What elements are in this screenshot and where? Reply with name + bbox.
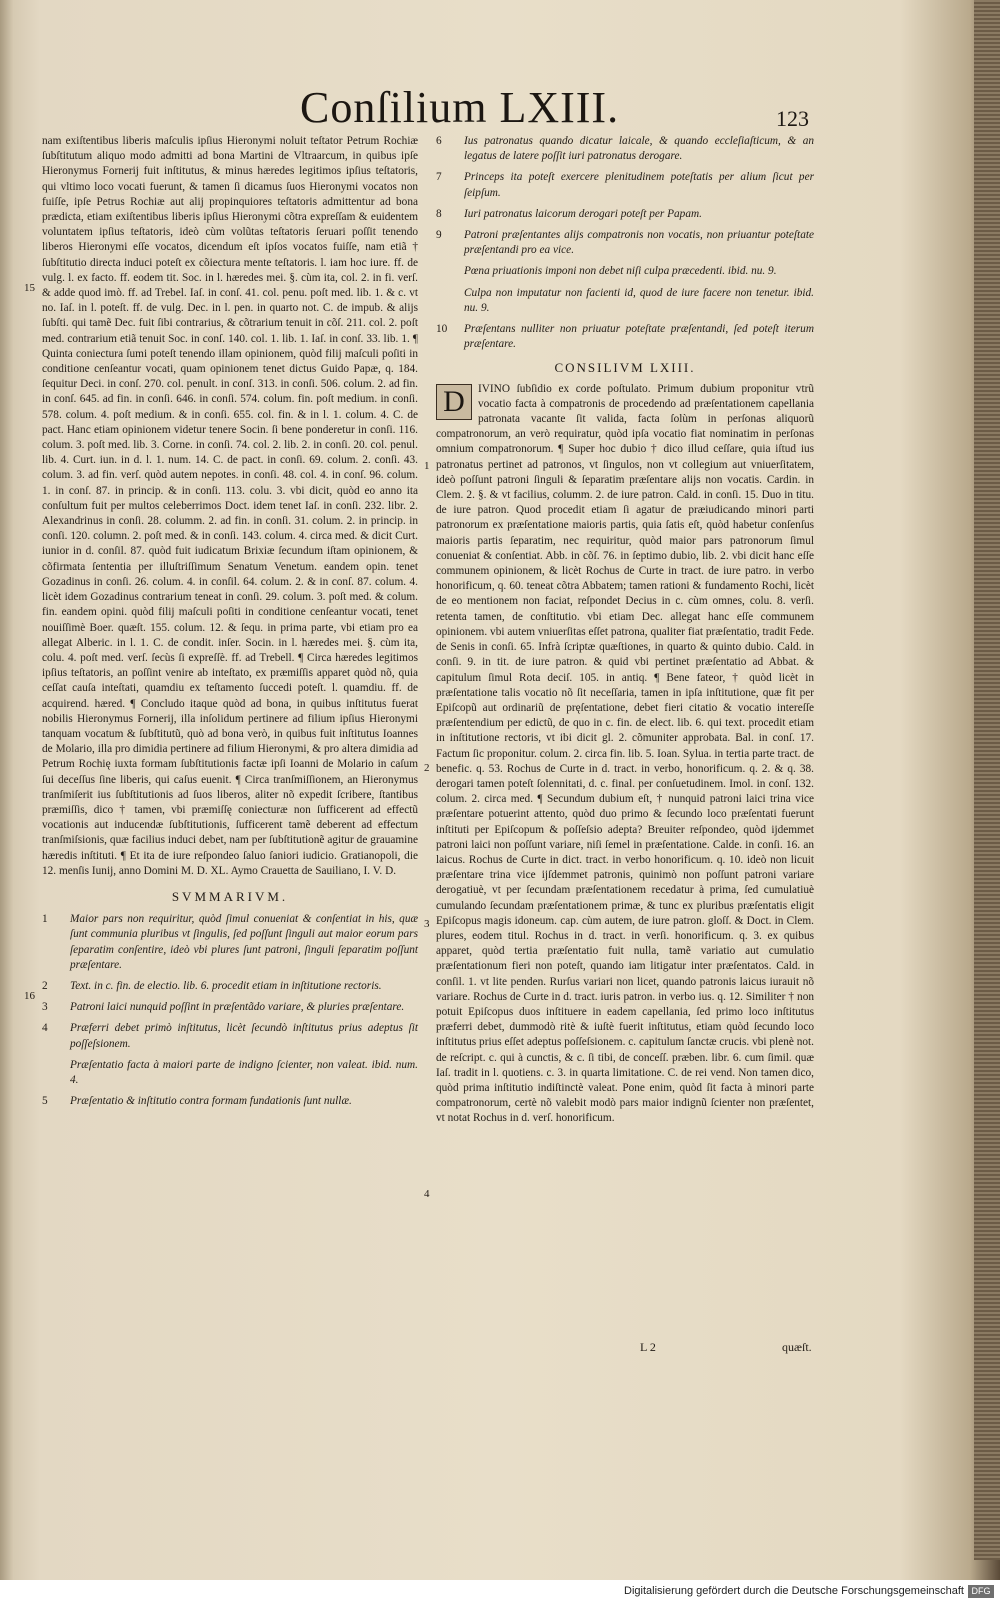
summary-text: Text. in c. fin. de electio. lib. 6. procedit etiam in inſtitutione rectoris. (70, 979, 382, 992)
summary-number: 8 (436, 207, 442, 220)
summary-item (436, 207, 814, 222)
summary-number: 7 (436, 171, 442, 184)
signature-mark: L 2 (640, 1340, 656, 1354)
summary-text: Ius patronatus quando dicatur laicale, & quando eccleſiaſticum, & an legatus de latere poſſit iuri patronatus derogare. (464, 135, 814, 163)
summary-number (436, 286, 464, 316)
consilium-heading: CONSILIVM LXIII. (554, 360, 696, 376)
summary-number: 4 (42, 1022, 48, 1035)
margin-number-3: 3 (424, 918, 430, 930)
summary-number: 2 (42, 979, 48, 992)
summary-item (436, 170, 814, 200)
summary-item (436, 134, 814, 164)
summary-text: Præſentans nulliter non priuatur poteſtate præſentandi, ſed poteſt iterum præſentare. (464, 323, 814, 351)
summary-text: Patroni laici nunquid poſſint in præſentãdo variare, & pluries præſentare. (70, 1001, 405, 1014)
dfg-logo: DFG (968, 1585, 994, 1598)
summary-item (436, 228, 814, 258)
summary-item (436, 286, 814, 316)
summary-number: 10 (436, 323, 448, 336)
summary-number: 9 (436, 229, 442, 242)
summary-text: Princeps ita poteſt exercere plenitudinem poteſtatis per alium ſicut per ſeipſum. (464, 171, 814, 199)
margin-number-1: 1 (424, 460, 430, 472)
running-title: Conſilium LXIII. (300, 83, 620, 132)
summary-text: Culpa non imputatur non facienti id, quod de iure facere non tenetur. ibid. nu. 9. (464, 286, 814, 314)
summary-number (436, 264, 464, 279)
summary-text: Iuri patronatus laicorum derogari poteſt per Papam. (464, 207, 702, 220)
book-edge (974, 0, 1000, 1560)
summary-item (42, 1058, 418, 1088)
summary-text: Præſentatio & inſtitutio contra formam fundationis ſunt nullæ. (70, 1095, 352, 1108)
right-column (436, 134, 814, 1127)
summary-text: Pœna priuationis imponi non debet niſi culpa præcedenti. ibid. nu. 9. (464, 265, 777, 278)
summary-item (42, 1094, 418, 1109)
consilium-body: IVINO ſubſidio ex corde poſtulato. Primum dubium proponitur vtrũ vocatio facta à compatronis de procedendo ad præſentationem capellania patronata vacante ſit valida, facta ſolùm in perſonas aliquorũ compatronorum, an verò requiratur, quòd ipſa vocatio fiat nominatim in perſonas omnium compatronorum. ¶ Super hoc dubio † dico illud ceſſare, quia iſtud ius patronatus pertinet ad patronos, vt ſingulos, non vt collegium aut vniuerſitatem, ideò poſſunt patroni ſinguli & ſeparatim præſentare alijs non vocatis. Cardin. in Clem. 2. §. & vt facilius, columm. 2. de iure patron. Cald. in conſi. 15. Duo in titu. de iure patron. Quod procedit etiam ſi agatur de præiudicando minori parti patronorum ex præſentatione maioris partis, quia ſatis eſt, quòd habetur conſenſus maioris partis ſeparatim, nec requiritur, quòd maior pars patronorum ſimul conueniat & conſentiat. Abb. in cõſ. 76. in ſeptimo dubio, lib. 2. vbi dicit hanc eſſe communem opinionem, & licèt Rochus de Curte in tract. de iure patro. in verbo honorificum, q. 60. teneat cõtra Abbatem; tamen rationi & fundamento Rochi, licèt de eo mentionem non faciat, reſpondet Decius in c. cùm omnes, colu. 8. verſi. retenta tamen, de conſtitutio. vbi etiam Dec. allegat hanc eſſe communem opinionem. vbi autem vniuerſitas eſſet patrona, qualiter fiat præſentatio, tradit Fede. de Senis in conſi. 65. Infrà ſcriptæ quæſtiones, in quarto & quinto dubio. Cald. in conſi. 9. in tit. de iure patron. & quid vbi pertinet præſentatio ad Abbat. & capitulum ſimul Rota deciſ. 105. in antiq. ¶ Bene fateor, † quòd licèt in præſentatione talis vocatio nõ ſit neceſſaria, tamen in ipſa inſtitutione, quæ fit per Epiſcopũ aut ordinariũ de pręſentatione, debet fieri citatio & vocatio intereſſe præſentendium per edictũ, de quo in c. fin. de elect. lib. 6. qui text. procedit etiam in inſtitutione rectoris, vt ibi dicit gl. 2. cõmuniter approbata. Bal. in conſ. 17. Factum ſic proponitur. colum. 2. circa fin. lib. 5. Ioan. Sylua. in tertia parte tract. de benefic. q. 53. Rochus de Curte in d. tract. in verbo, honorificum. q. 2. & q. 38. derogari tamen poteſt ſolennitati, d. c. final. per conſuetudinem. Imol. in conſ. 132. colum. 2. circa med. ¶ Secundum dubium eſt, † nunquid patroni laici trina vice præſentare potuerint attento, quòd duo primo & ſecundo loco præſentati fuerunt inſtituti per Epiſcopum & poſſeſsio adepta? Breuiter reſpondeo, quòd ijdemmet patroni laici non poſſunt variare, niſi ſemel in præſentatione. Calde. in conſi. 16. an laicus. Rochus de Curte in dict. tract. in verbo honorificum. q. 10. ideò non licuit præſentare trina vice ijſdemmet patronis, quinimò non poſſunt patroni variare derogatiuè, vt per ſecundam præſentationem recedatur à prima, ſed cumulatiuè cumulando ſecundam præſentationem primæ, & tunc ex pluribus præſentatis eligit Epiſcopus magis idoneum. cap. cùm autem, de iure patron. gloſſ. & Doct. in Clem. plures, eodem titul. Rochus in d. tract. in verſi. honorificum. q. 3. ex quibus apparet, quòd tertia præſentatio fuit nulla, tamẽ variatio aut cumulatio præſentationum fieri non poteſt, quando iam litigatur inter præſentatos. Cald. in conſil. 1. vt lite penden. Rurſus variari non licet, quando patronis laicus iurauit nõ variare. Rochus de Curte in d. tract. iuris patron. in verbo ius. q. 12. Similiter † non potuit Epiſcopus duos inſtituere in eadem capellania, ſed primo loco inſtitutus præferri debet, dummodò ritè & iuſtè fuerit inſtitutus, etiam quòd ſecundo loco inſtitutus prius eſſet adeptus poſſeſsionem. c. capitulum ſanctæ crucis. vbi plenè not. de reſcript. c. qui à cunctis, & c. ſi tibi, de conceſſ. præben. libr. 6. cum ſimil. quæ Iaſ. tradit in l. quotiens. c. 3. in quarta limitatione. C. de rei vend. Non tamen dico, quòd prima inſtitutio indiſtinctè valeat. Pone enim, quòd ſit facta à minori parte compatronorum, certè nõ valebit modò pars maior indignũ ſcienter non præſentet, vt notat Rochus in d. verſ. honorificum. (436, 382, 814, 1125)
summary-number: 6 (436, 135, 442, 147)
margin-number-2: 2 (424, 762, 430, 774)
left-column (42, 134, 418, 1115)
left-column-text: nam exiſtentibus liberis maſculis ipſius Hieronymi noluit teſtator Petrum Rochiæ ſubſtitutum aliquo modo admitti ad bona Martini de Vltraarcum, in quibus ipſe Hieronymus Fornerij fuit inſtitutus, & minus hæredes legitimos ipſius teſtatoris, qui vltimo loco vocati fuerunt, & tamen ſi dicamus ſuos Hieronymi vocatos non fuiſſe, ipſe Petrus Rochiæ aut alij propinquiores teſtatoris admittentur ad bona prædicta, etiam exiſtentibus liberis ipſius Hieronymi cõtra expreſſam & euidentem voluntatem ipſius teſtatoris, ideò cùm volũtas teſtatoris ſeruari poſſit tenendo liberos Hieronymi eſſe vocatos, dicendum eſt ipſos vocatos fuiſſe, nam etiã † ſubſtitutio directa induci poteſt ex cõiectura mente teſtatoris. l. iam hoc iure. ff. de vulg. l. ex facto. ff. eodem tit. Soc. in l. hæredes mei. §. cùm ita, col. 2. in fi. verſ. & adde quod imò. ff. ad Trebel. Iaſ. in conſ. 41. col. penu. poſt med. lib. 1. & c. vt no. Iaſ. in l. poteſt. ff. de vulg. Dec. in l. pen. in quarto not. C. de impub. & alijs ſubſti. qui tamẽ Dec. fuit ſibi contrarius, & cõtrarium tenuit in cõſ. 211. col. 2. poſt med. contrarium etiã tenuit Soc. in conſ. 140. col. 1. lib. 1. Iaſ. in conſ. 33. lib. 1. ¶ Quinta coniectura ſumi poteſt tenendo illam opinionem, quòd filij maſculi poſiti in conditione cenſeantur vocati, quam opinionem tenet dictus Guido Papæ, q. 184. ſequitur Deci. in conſ. 270. col. penult. in conſ. 313. in conſi. 506. colum. 2. ad fin. in conſ. 645. ad fin. in conſi. 646. in conſi. 574. colum. fin. poſt medium. in conſi. 578. colum. 4. poſt medium. & in conſi. 655. col. fin. & in l. 1. colum. 4. C. de pact. Hanc etiam opinionem videtur tenere Socin. ſi bene ponderetur in conſi. 116. colum. 3. poſt med. lib. 3. Corne. in conſi. 74. col. 2. lib. 2. in conſi. 20. col. penul. lib. 4. Curt. iun. in d. l. 1. num. 14. C. de pact. in conſi. 69. colum. 2. conſi. 43. colum. 3. ad fin. verſ. quòd autem nepotes. in conſi. 48. col. 4. in conſ. 96. colum. 1. in conſ. 87. in princip. & in conſi. 113. colu. 3. vbi dicit, quòd eo anno ita conſultum fuit per multos celeberrimos Doct. idem tenet Iaſ. in conſi. 232. libr. 2. Alexandrinus in conſi. 28. columm. 2. ad fin. in conſi. 31. colum. 2. in princip. in conſi. 120. column. 2. poſt med. & in conſi. 143. colum. 4. circa med. & dicit Curt. iunior in d. conſil. 87. quòd fuit iudicatum Brixiæ ſecundum iſtam opinionem, & cõfirmata ſententia per illuſtriſſimum Senatum Venetum. eandem opin. tenet Gozadinus in conſi. 26. colum. 4. in conſil. 64. colum. 2. & in conſ. 87. colum. 4. licèt idem Gozadinus contrarium teneat in conſi. 29. colum. 3. poſt med. & colum. fin. eandem opini. quòd filij maſculi poſiti in conditione cenſeantur vocati, tenet nouiſſimè Boer. quæſt. 155. colum. 12. & ſequ. in prima parte, vbi etiam pro ea allegat Alberic. in l. 1. C. de condit. inſer. Socin. in l. hæredes mei. §. cùm ita, colu. 4. poſt med. verſ. ſecùs ſi expreſſè. ff. ad Trebell. ¶ Circa hæredes legitimos ipſius teſtatoris, an poſſint venire ab inteſtato, ex præmiſſis apparet quòd nõ, quia ceſſat cauſa inteſtati, quamdiu ex teſtamento ſuccedi poteſt. l. quamdiu. ff. de acquirend. hæred. ¶ Concludo itaque quòd ad bona, in quibus inſtitutus fuerat nobilis Hieronymus Fornerij, illa inſolidum pertinere ad filium ipſius Hieronymi tanquam vocatum & ſubſtitutũ, quò ad bona verò, in quibus fuit inſtitutus Ioannes de Molario, illa pro dimidia pertinere ad filium Hieronymi, & pro altera dimidia ad Petrum Rochię iuxta formam ſubſtitutionis factæ ipſi Ioanni de Molario in caſum ſui deceſſus ſine liberis, qui caſus euenit. ¶ Circa tranſmiſſionem, an Hieronymus tranſmiſerit ius ſubſtitutionis ad ſuos liberos, aliter nõ expedit ſcribere, ſtantibus præmiſſis, dico † tamen, vbi præmiſſę coniecturæ non ſufficerent ad effectũ vocationis aut inducendæ ſubſtitutionis, ſufficerent tamẽ deberent ad effectum tranſmiſsionis, quæ facilius induci debet, nam per ſubſtitutionẽ agitur de grauamine hæredis inſtituti. ¶ Et ita de iure reſpondeo ſaluo ſaniori iudicio. Gratianopoli, die 12. menſis Iunij, anno Domini M. D. XL. Aymo Crauetta de Sauiliano, I. V. D. (42, 135, 418, 877)
summary-item (436, 264, 814, 279)
page-number: 123 (776, 106, 809, 131)
summary-text: Maior pars non requiritur, quòd ſimul conueniat & conſentiat in his, quæ ſunt communia pluribus vt ſingulis, ſed poſſunt ſinguli aut maior eorum pars ſeparatim conſentire, ideò vbi plures ſunt patroni, ſinguli ſeparatim poſſunt præſentare. (70, 913, 418, 971)
footer-text: Digitalisierung gefördert durch die Deutsche Forschungsgemeinschaft (624, 1585, 964, 1597)
margin-number-16: 16 (24, 990, 35, 1002)
summary-text: Præferri debet primò inſtitutus, licèt ſecundò inſtitutus prius adeptus ſit poſſeſsionem. (70, 1022, 418, 1050)
summary-item (42, 912, 418, 973)
summary-number: 3 (42, 1001, 48, 1014)
margin-number-4: 4 (424, 1188, 430, 1200)
decorated-initial: D (436, 384, 472, 420)
summary-item (42, 1000, 418, 1015)
summary-item (436, 322, 814, 352)
catchword: quæſt. (782, 1340, 812, 1354)
summary-text: Patroni præſentantes alijs compatronis non vocatis, non priuantur poteſtate præſentandi pro ea vice. (464, 229, 814, 257)
digitization-footer (0, 1580, 1000, 1604)
margin-number-15: 15 (24, 282, 35, 294)
page-gutter (0, 0, 14, 1604)
summary-number: 1 (42, 913, 48, 926)
consilium-text (436, 382, 814, 1127)
summary-text: Præſentatio facta à maiori parte de indigno ſcienter, non valeat. ibid. num. 4. (70, 1058, 418, 1086)
summary-item (42, 979, 418, 994)
summary-number (42, 1058, 70, 1088)
summary-item (42, 1021, 418, 1051)
summary-number: 5 (42, 1095, 48, 1108)
summarium-heading: SVMMARIVM. (171, 888, 289, 904)
